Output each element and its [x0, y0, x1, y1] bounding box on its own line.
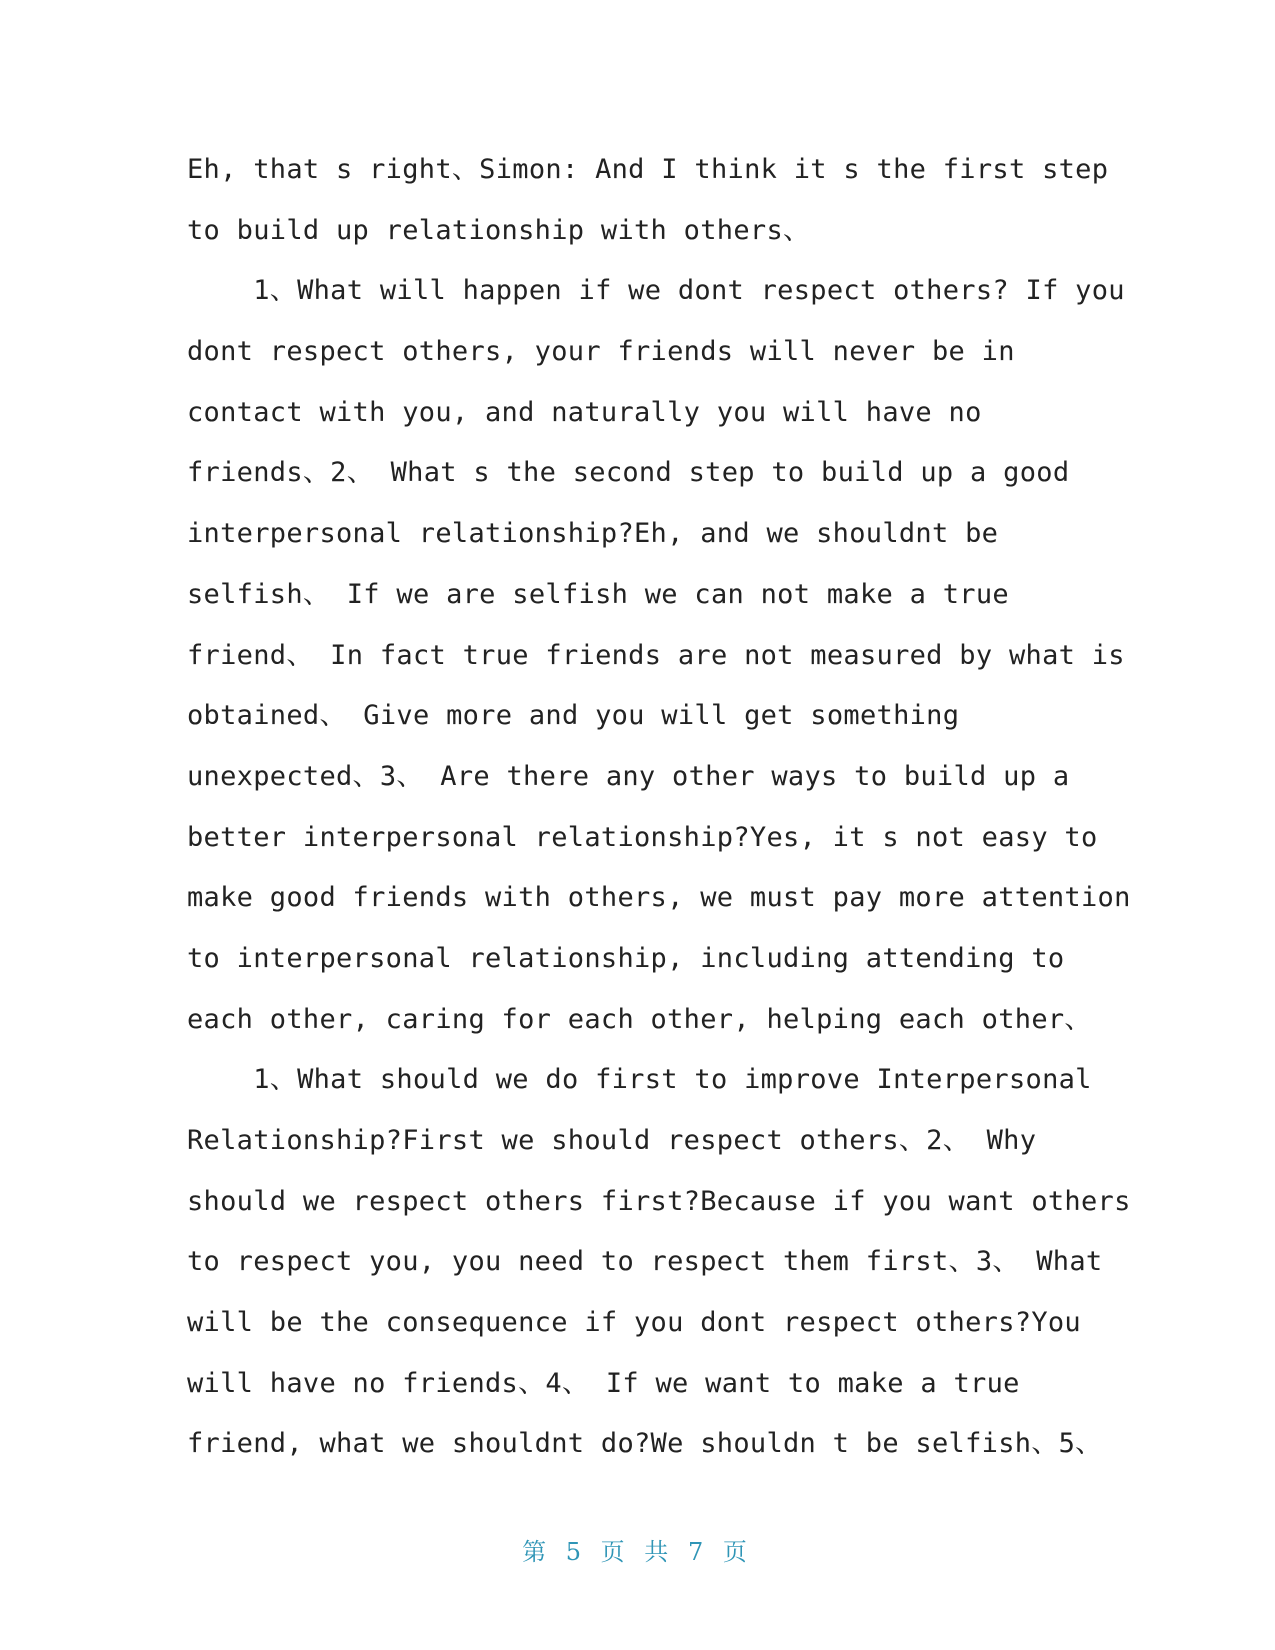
text-line: make good friends with others, we must pay more attention: [187, 882, 1131, 914]
text-line: each other, caring for each other, helping each other、: [187, 1003, 1092, 1035]
text-line: selfish、 If we are selfish we can not make a true: [187, 578, 1009, 610]
text-line: 1、What should we do first to improve Interpersonal: [187, 1064, 1092, 1096]
text-line: friend、 In fact true friends are not measured by what is: [187, 639, 1125, 671]
document-body: [187, 140, 1131, 1475]
text-line: interpersonal relationship?Eh, and we shouldnt be: [187, 518, 999, 550]
text-line: better interpersonal relationship?Yes, it s not easy to: [187, 821, 1098, 853]
text-line: friends、2、 What s the second step to build up a good: [187, 457, 1070, 489]
text-line: contact with you, and naturally you will have no: [187, 396, 982, 428]
text-line: obtained、 Give more and you will get something: [187, 700, 960, 732]
text-line: to interpersonal relationship, including attending to: [187, 942, 1065, 974]
text-line: friend, what we shouldnt do?We shouldn t be selfish、5、: [187, 1428, 1103, 1460]
text-line: unexpected、3、 Are there any other ways to build up a: [187, 760, 1070, 792]
text-line: will be the consequence if you dont respect others?You: [187, 1307, 1081, 1339]
text-line: Relationship?First we should respect others、2、 Why: [187, 1125, 1037, 1156]
text-line: will have no friends、4、 If we want to make a true: [187, 1367, 1020, 1399]
page-number-footer: 第 5 页 共 7 页: [522, 1538, 753, 1566]
text-line: to build up relationship with others、: [187, 214, 811, 246]
text-line: 1、What will happen if we dont respect others? If you: [187, 275, 1125, 307]
text-line: should we respect others first?Because if you want others: [187, 1185, 1131, 1217]
text-line: to respect you, you need to respect them first、3、 What: [187, 1246, 1103, 1278]
text-line: dont respect others, your friends will never be in: [187, 336, 1015, 368]
text-line: Eh, that s right、Simon: And I think it s the first step: [187, 154, 1109, 185]
